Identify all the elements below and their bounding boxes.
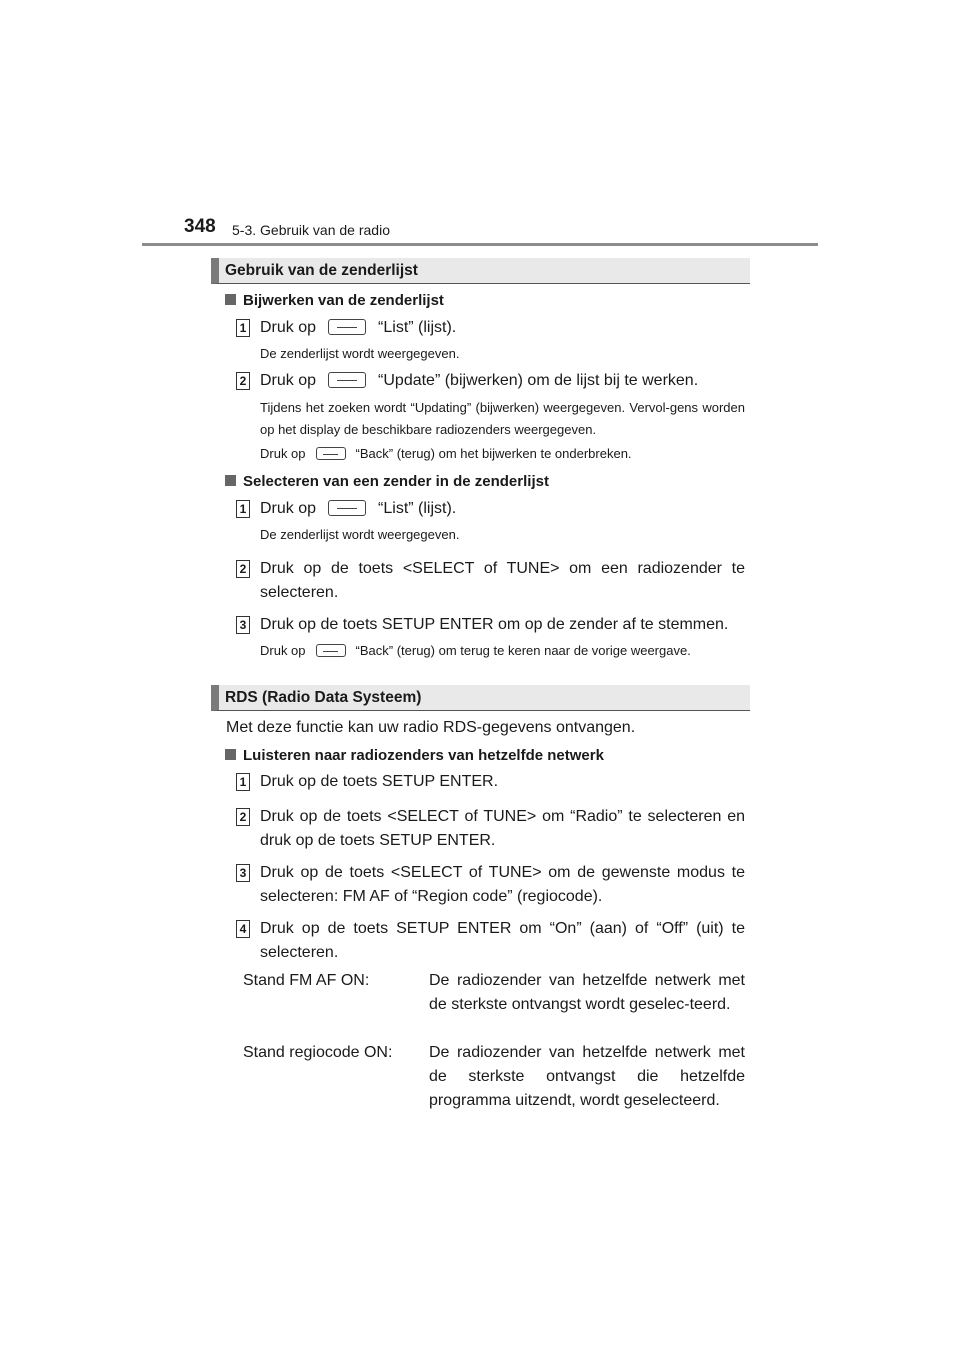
subheading-bijwerken: Bijwerken van de zenderlijst bbox=[225, 292, 444, 309]
step-text: Druk op “List” (lijst). bbox=[260, 319, 457, 336]
step-number: 1 bbox=[236, 319, 250, 337]
subheading-selecteren: Selecteren van een zender in de zenderlijst bbox=[225, 473, 549, 490]
step-note: De zenderlijst wordt weergegeven. bbox=[260, 527, 460, 542]
intro-text: Met deze functie kan uw radio RDS-gegevens ontvangen. bbox=[226, 719, 636, 736]
square-bullet-icon bbox=[225, 294, 236, 305]
subheading-netwerk: Luisteren naar radiozenders van hetzelfde netwerk bbox=[225, 747, 604, 764]
step-number: 2 bbox=[236, 808, 250, 826]
softkey-icon bbox=[328, 319, 366, 335]
mode-label: Stand FM AF ON: bbox=[243, 972, 370, 989]
step-number: 4 bbox=[236, 920, 250, 938]
step-text: Druk op de toets <SELECT of TUNE> om de gewenste modus te selecteren: FM AF of “Region code” (regiocode). bbox=[260, 864, 745, 905]
mode-description: De radiozender van hetzelfde netwerk met de sterkste ontvangst wordt geselec-teerd. bbox=[429, 972, 745, 1013]
step-number: 2 bbox=[236, 372, 250, 390]
softkey-icon bbox=[328, 500, 366, 516]
softkey-icon bbox=[328, 372, 366, 388]
page-number: 348 bbox=[184, 216, 216, 237]
header-rule bbox=[142, 243, 818, 246]
mode-description: De radiozender van hetzelfde netwerk met de sterkste ontvangst die hetzelfde programma uitzendt, wordt geselecteerd. bbox=[429, 1044, 745, 1109]
step-text: Druk op de toets <SELECT of TUNE> om “Radio” te selecteren en druk op de toets SETUP ENTER. bbox=[260, 808, 745, 849]
step-text: Druk op “List” (lijst). bbox=[260, 500, 457, 517]
step-text: Druk op de toets SETUP ENTER om op de zender af te stemmen. bbox=[260, 616, 729, 633]
mode-label: Stand regiocode ON: bbox=[243, 1044, 393, 1061]
section-title: RDS (Radio Data Systeem) bbox=[225, 689, 422, 706]
step-note: Druk op “Back” (terug) om het bijwerken te onderbreken. bbox=[260, 446, 632, 461]
step-text: Druk op “Update” (bijwerken) om de lijst bij te werken. bbox=[260, 372, 699, 389]
running-head: 5-3. Gebruik van de radio bbox=[232, 222, 390, 238]
step-note: De zenderlijst wordt weergegeven. bbox=[260, 346, 460, 361]
step-note: Druk op “Back” (terug) om terug te keren naar de vorige weergave. bbox=[260, 643, 691, 658]
section-header-rds bbox=[211, 685, 750, 711]
softkey-icon bbox=[316, 644, 346, 657]
step-number: 3 bbox=[236, 616, 250, 634]
step-text: Druk op de toets <SELECT of TUNE> om een radiozender te selecteren. bbox=[260, 560, 745, 601]
step-text: Druk op de toets SETUP ENTER om “On” (aan) of “Off” (uit) te selecteren. bbox=[260, 920, 745, 961]
square-bullet-icon bbox=[225, 749, 236, 760]
section-header-zenderlijst bbox=[211, 258, 750, 284]
step-number: 2 bbox=[236, 560, 250, 578]
step-note: Tijdens het zoeken wordt “Updating” (bijwerken) weergegeven. Vervol-gens worden op het display de beschikbare radiozenders weergegeven. bbox=[260, 400, 745, 437]
square-bullet-icon bbox=[225, 475, 236, 486]
section-title: Gebruik van de zenderlijst bbox=[225, 262, 418, 279]
step-number: 1 bbox=[236, 500, 250, 518]
step-text: Druk op de toets SETUP ENTER. bbox=[260, 773, 499, 790]
step-number: 1 bbox=[236, 773, 250, 791]
step-number: 3 bbox=[236, 864, 250, 882]
softkey-icon bbox=[316, 447, 346, 460]
